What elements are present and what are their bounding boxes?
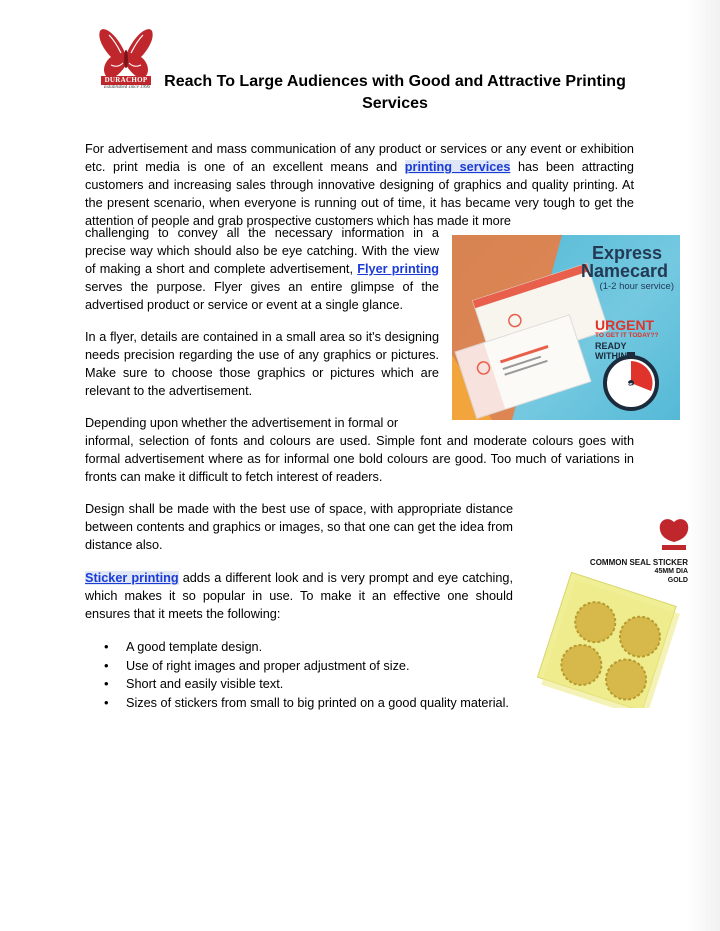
flyer-text-b: serves the purpose. Flyer gives an entire glimpse of the advertised product or service or event at a single glance. [85,280,439,312]
seal-sticker-image [530,518,690,708]
list-item-text: Sizes of stickers from small to big printed on a good quality material. [126,695,509,710]
namecard-hours: 1-2 hrs [610,382,633,389]
express-namecard-image [452,235,680,420]
logo-established-text: Established since 1996 [103,85,151,90]
sticker-size: 45MM DIA [654,568,688,575]
sticker-title: COMMON SEAL STICKER [589,558,688,567]
flyer-printing-link[interactable]: Flyer printing [357,262,440,276]
bullet-icon: • [104,639,109,654]
title-line-2: Services [362,95,428,112]
list-item-text: A good template design. [126,640,263,654]
list-item [104,694,509,713]
paragraph-fonts: informal, selection of fonts and colours are used. Simple font and moderate colours goes with formal advertisement where as for informal one bold colours are good. Too much of variations in fronts can make it difficult to fetch interest of readers. [85,434,634,484]
paragraph-flyer-details: In a flyer, details are contained in a small area so it's designing needs precision regarding the use of any graphics or pictures. Make sure to choose those graphics or pictures which are relevant to the advertisement. [85,330,439,398]
paragraph-intro [85,140,634,230]
namecard-ready-within [595,341,627,361]
sticker-text: adds a different look and is very prompt and eye catching, which makes it so popular in use. To make it an effective one should ensures that it meets the following: [85,571,514,621]
paragraph-flyer [85,224,439,314]
page-edge-shadow [686,0,720,931]
namecard-heading-2: Namecard [580,261,668,281]
paragraph-design: Design shall be made with the best use of space, with appropriate distance between contents and graphics or images, so that one can get the idea from distance also. [85,502,513,552]
list-item [104,675,509,694]
namecard-subtitle: (1-2 hour service) [599,281,674,292]
bullet-icon: • [104,657,109,673]
bullet-icon: • [104,676,109,691]
intro-text-a: For advertisement and mass communication of any product or services or any event or exhibition etc. print media is one of an excellent means and [85,142,634,174]
paragraph-fonts-line1: Depending upon whether the advertisement in formal or [85,416,399,430]
logo-brand-text: DURACHOP [101,76,151,85]
flyer-text-a: challenging to convey all the necessary information in a precise way which should also be eye catching. With the view of making a short and complete advertisement, [85,226,439,276]
sticker-printing-link[interactable]: Sticker printing [85,571,179,585]
namecard-get-it: TO GET IT TODAY?? [595,332,659,339]
page-title [150,71,640,115]
paragraph-sticker [85,569,513,623]
bullet-icon: • [104,694,109,710]
list-item [104,638,509,657]
sticker-brand-mark [662,545,686,550]
list-item [104,657,509,676]
list-item-text: Use of right images and proper adjustment of size. [126,658,410,673]
intro-text-b: has been attracting customers and increasing sales through innovative designing of graphics and quality printing. At the present scenario, when everyone is running out of time, it has became very tough to get the attention of people and grab prospective customers which has made it more [85,160,634,228]
namecard-heading-1: Express [591,243,662,263]
sticker-color-label: GOLD [667,577,688,584]
requirements-list [104,638,509,712]
namecard-urgent: URGENT [595,317,655,333]
title-line-1: Reach To Large Audiences with Good and Attractive Printing [164,73,626,90]
namecard-ready: READY [595,341,627,351]
printing-services-link[interactable]: printing services [404,160,511,174]
namecard-within: WITHIN [595,351,627,361]
list-item-text: Short and easily visible text. [126,677,284,691]
